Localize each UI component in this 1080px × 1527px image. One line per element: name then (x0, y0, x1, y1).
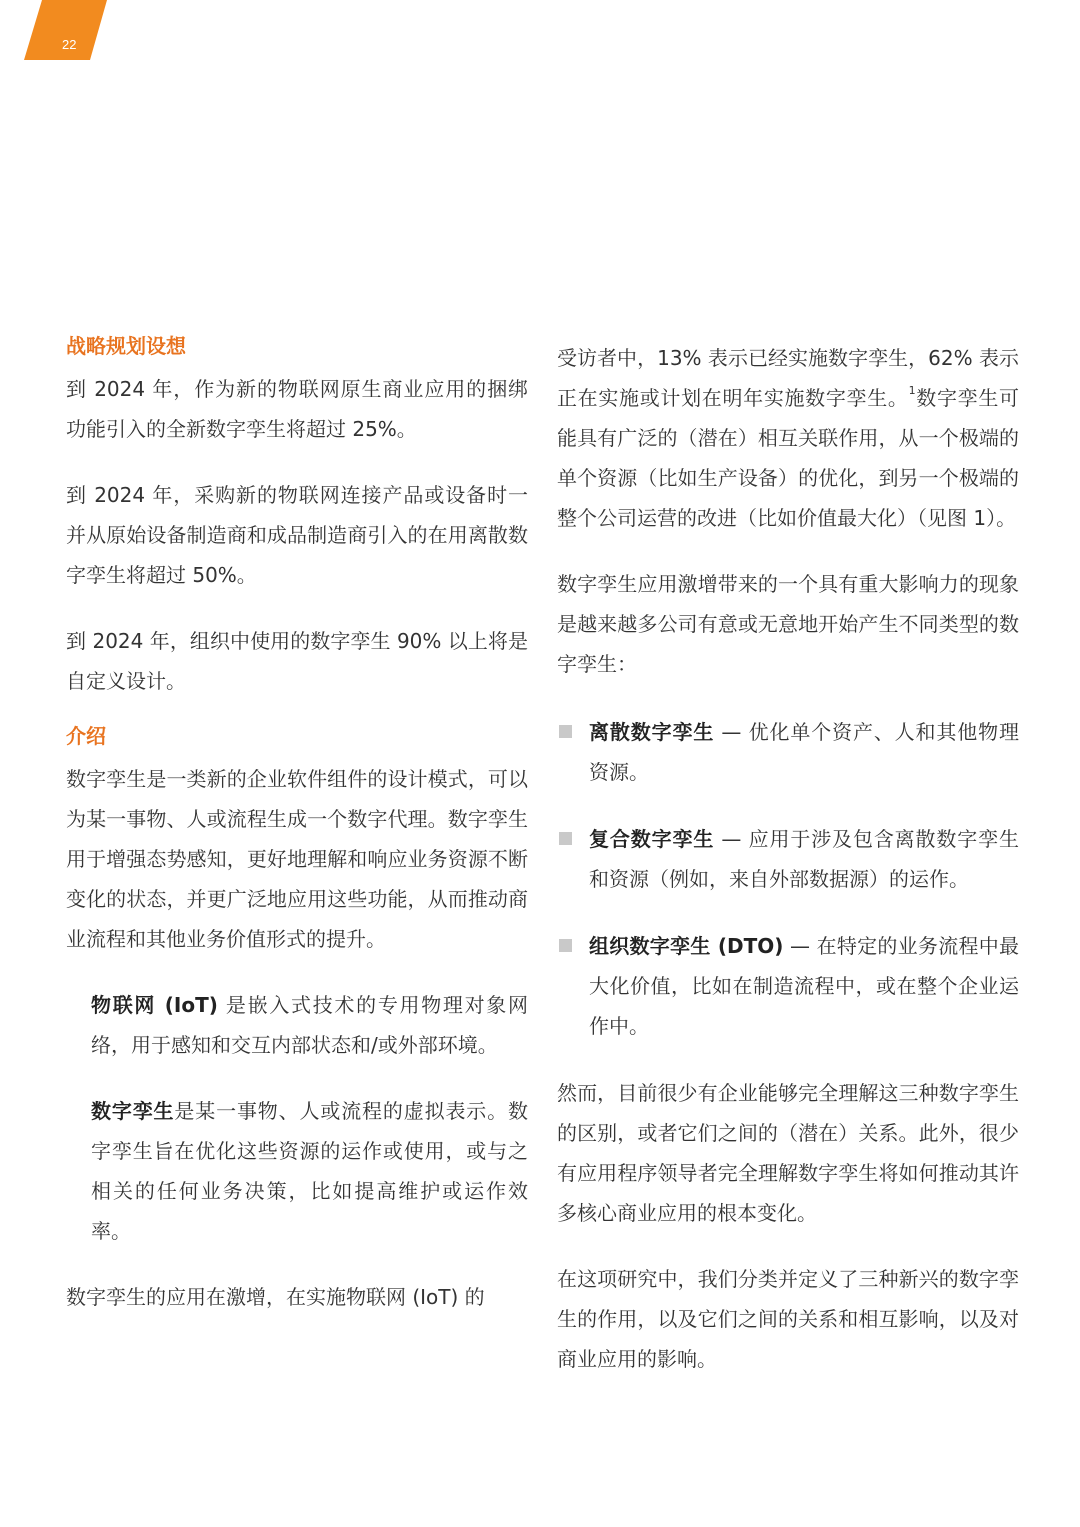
right-column (557, 338, 1019, 1379)
paragraph: 数字孪生是一类新的企业软件组件的设计模式，可以为某一事物、人或流程生成一个数字代理。数字孪生用于增强态势感知，更好地理解和响应业务资源不断变化的状态，并更广泛地应用这些功能，从而推动商业流程和其他业务价值形式的提升。 (66, 767, 528, 951)
definition-text: 是嵌入式技术的专用物理对象网络，用于感知和交互内部状态和/或外部环境。 (91, 993, 529, 1057)
list-item-text: — 优化单个资产、人和其他物理资源。 (589, 720, 1019, 784)
page-number: 22 (62, 37, 77, 52)
square-bullet-icon (559, 725, 572, 738)
definition-term: 数字孪生 (91, 1099, 175, 1123)
paragraph-text: 数字孪生可能具有广泛的（潜在）相互关联作用，从一个极端的单个资源（比如生产设备）的优化，到另一个极端的整个公司运营的改进（比如价值最大化）（见图 1）。 (557, 386, 1020, 530)
paragraph: 数字孪生的应用在激增，在实施物联网 (IoT) 的 (66, 1285, 485, 1309)
square-bullet-icon (559, 939, 572, 952)
page-number-tab (0, 0, 110, 60)
orange-tab-shape (0, 0, 110, 60)
left-column (66, 327, 528, 1317)
list-item-term: 离散数字孪生 (589, 720, 715, 744)
list-item (557, 712, 1019, 792)
list-item (557, 926, 1019, 1046)
definition-digital-twin (66, 1091, 528, 1251)
definition-iot (66, 985, 528, 1065)
section-heading-introduction: 介绍 (66, 724, 106, 748)
paragraph: 到 2024 年，采购新的物联网连接产品或设备时一并从原始设备制造商和成品制造商引入的在用离散数字孪生将超过 50%。 (66, 483, 528, 587)
paragraph: 到 2024 年，作为新的物联网原生商业应用的捆绑功能引入的全新数字孪生将超过 25%。 (66, 377, 528, 441)
paragraph: 然而，目前很少有企业能够完全理解这三种数字孪生的区别，或者它们之间的（潜在）关系。此外，很少有应用程序领导者完全理解数字孪生将如何推动其许多核心商业应用的根本变化。 (557, 1081, 1019, 1225)
definition-term: 物联网 (IoT) (91, 993, 218, 1017)
paragraph: 数字孪生应用激增带来的一个具有重大影响力的现象是越来越多公司有意或无意地开始产生不同类型的数字孪生： (557, 572, 1019, 676)
definition-text: 是某一事物、人或流程的虚拟表示。数字孪生旨在优化这些资源的运作或使用，或与之相关的任何业务决策，比如提高维护或运作效率。 (91, 1099, 529, 1243)
paragraph-text: 受访者中，13% 表示已经实施数字孪生，62% 表示正在实施或计划在明年实施数字孪生。 (557, 346, 1019, 410)
paragraph: 在这项研究中，我们分类并定义了三种新兴的数字孪生的作用，以及它们之间的关系和相互影响，以及对商业应用的影响。 (557, 1267, 1019, 1371)
list-item-text: — 应用于涉及包含离散数字孪生和资源（例如，来自外部数据源）的运作。 (589, 827, 1019, 891)
list-item-term: 组织数字孪生 (DTO) (589, 934, 784, 958)
list-item-term: 复合数字孪生 (589, 827, 715, 851)
paragraph: 到 2024 年，组织中使用的数字孪生 90% 以上将是自定义设计。 (66, 629, 528, 693)
square-bullet-icon (559, 832, 572, 845)
footnote-ref: 1 (908, 384, 916, 397)
list-item-text: — 在特定的业务流程中最大化价值，比如在制造流程中，或在整个企业运作中。 (589, 934, 1019, 1038)
section-heading-strategic-planning: 战略规划设想 (66, 334, 186, 358)
list-item (557, 819, 1019, 899)
paragraph (557, 338, 1019, 538)
digital-twin-types-list (557, 712, 1019, 1046)
